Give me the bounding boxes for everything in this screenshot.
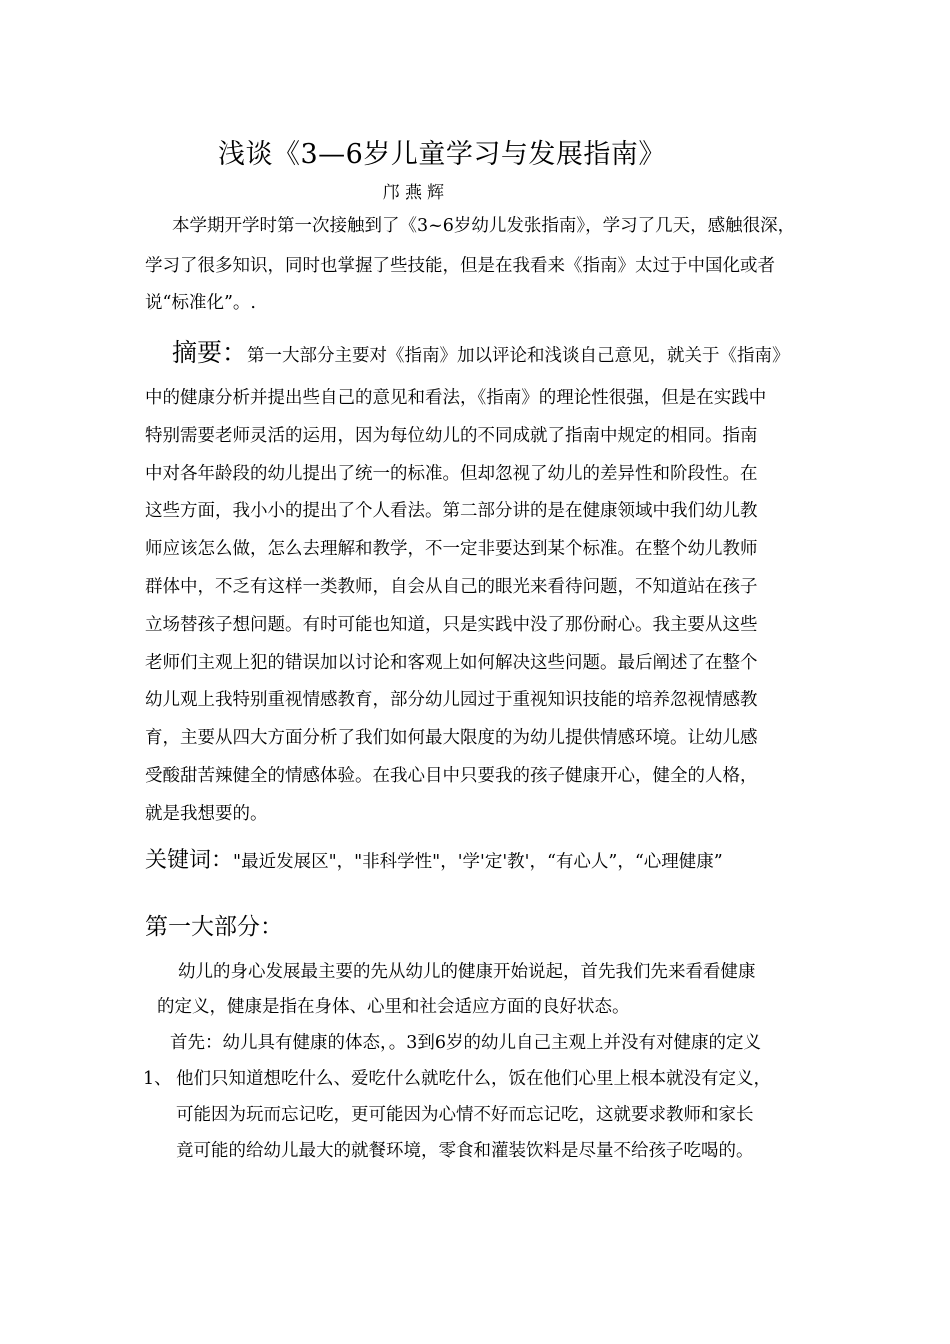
- section-first-line: 首先：幼儿具有健康的体态，。3到6岁的幼儿自己主观上并没有对健康的定义: [170, 1033, 762, 1053]
- abstract-line: 受酸甜苦辣健全的情感体验。在我心目中只要我的孩子健康开心，健全的人格，: [145, 766, 758, 786]
- section-paragraph-line: 的定义，健康是指在身体、心里和社会适应方面的良好状态。: [157, 997, 630, 1017]
- keywords-text: "最近发展区"，"非科学性"，'学'定'教'，“有心人”，“心理健康”: [233, 852, 723, 872]
- abstract-line: 就是我想要的。: [145, 804, 268, 824]
- abstract-line: 师应该怎么做，怎么去理解和教学，不一定非要达到某个标准。在整个幼儿教师: [145, 539, 758, 559]
- section-paragraph-line: 幼儿的身心发展最主要的先从幼儿的健康开始说起，首先我们先来看看健康: [178, 962, 756, 982]
- list-item-line: 竟可能的给幼儿最大的就餐环境，零食和灌装饮料是尽量不给孩子吃喝的。: [176, 1141, 754, 1161]
- abstract-line: 老师们主观上犯的错误加以讨论和客观上如何解决这些问题。最后阐述了在整个: [145, 653, 758, 673]
- intro-line: 本学期开学时第一次接触到了《3~6岁幼儿发张指南》，学习了几天，感触很深，: [172, 216, 796, 236]
- abstract-first-line: [172, 340, 790, 366]
- document-title: 浅谈《3—6岁儿童学习与发展指南》: [218, 139, 666, 170]
- section-heading: 第一大部分：: [145, 914, 283, 940]
- list-item: [143, 1071, 771, 1089]
- list-item-line: 可能因为玩而忘记吃，更可能因为心情不好而忘记吃，这就要求教师和家长: [176, 1105, 754, 1125]
- keywords-label: 关键词：: [145, 848, 234, 873]
- abstract-line: 育，主要从四大方面分析了我们如何最大限度的为幼儿提供情感环境。让幼儿感: [145, 728, 758, 748]
- abstract-line: 幼儿观上我特别重视情感教育，部分幼儿园过于重视知识技能的培养忽视情感教: [145, 690, 758, 710]
- abstract-line: 中的健康分析并提出些自己的意见和看法，《指南》的理论性很强，但是在实践中: [145, 388, 767, 408]
- abstract-line: 中对各年龄段的幼儿提出了统一的标准。但却忽视了幼儿的差异性和阶段性。在: [145, 464, 758, 484]
- intro-line: 说“标准化”。.: [145, 293, 256, 313]
- keywords-line: [145, 850, 723, 872]
- list-item-text: 他们只知道想吃什么、爱吃什么就吃什么，饭在他们心里上根本就没有定义，: [176, 1069, 771, 1089]
- abstract-text: 第一大部分主要对《指南》加以评论和浅谈自己意见，就关于《指南》: [247, 346, 790, 366]
- list-item-number: 1、: [143, 1069, 172, 1089]
- document-author: 邝燕辉: [383, 183, 449, 203]
- abstract-line: 特别需要老师灵活的运用，因为每位幼儿的不同成就了指南中规定的相同。指南: [145, 426, 758, 446]
- abstract-label: 摘要：: [172, 338, 248, 367]
- abstract-line: 立场替孩子想问题。有时可能也知道，只是实践中没了那份耐心。我主要从这些: [145, 615, 758, 635]
- abstract-line: 群体中，不乏有这样一类教师，自会从自己的眼光来看待问题，不知道站在孩子: [145, 577, 758, 597]
- abstract-line: 这些方面，我小小的提出了个人看法。第二部分讲的是在健康领域中我们幼儿教: [145, 501, 758, 521]
- intro-line: 学习了很多知识，同时也掌握了些技能，但是在我看来《指南》太过于中国化或者: [145, 256, 775, 276]
